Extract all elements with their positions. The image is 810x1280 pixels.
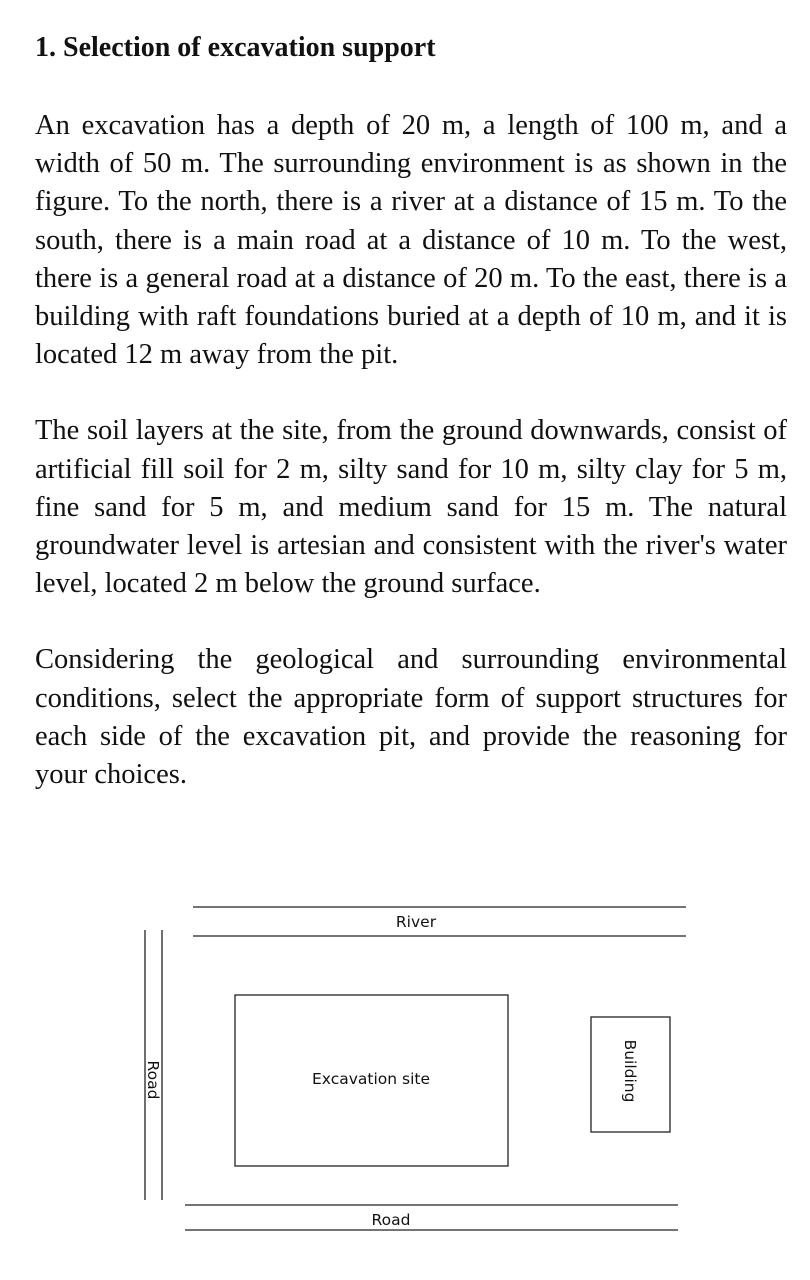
paragraph-task: Considering the geological and surrounding environmental conditions, select the appropriate form of support structures for each side of the excavation pit, and provide the reasoning for your choices. — [35, 644, 787, 791]
question-block — [35, 28, 787, 794]
paragraph-soil-layers: The soil layers at the site, from the ground downwards, consist of artificial fill soil for 2 m, silty sand for 10 m, silty clay for 5 m, fine sand for 5 m, and medium sand for 15 m. The natural groundwater level is artesian and consistent with the river's water level, located 2 m below the ground surface. — [35, 415, 787, 600]
question-title: 1. Selection of excavation support — [35, 32, 436, 63]
excavation-label: Excavation site — [312, 1070, 430, 1088]
building — [591, 1017, 670, 1132]
excavation-site — [235, 995, 508, 1166]
paragraph-site-description: An excavation has a depth of 20 m, a length of 100 m, and a width of 50 m. The surrounding environment is as shown in the figure. To the north, there is a river at a distance of 15 m. To the south, there is a main road at a distance of 10 m. To the west, there is a general road at a distance of 20 m. To the east, there is a building with raft foundations buried at a depth of 10 m, and it is located 12 m away from the pit. — [35, 110, 787, 371]
south-road-label: Road — [371, 1211, 411, 1229]
building-label: Building — [621, 1039, 639, 1103]
river — [193, 907, 686, 936]
south-road — [185, 1205, 678, 1230]
river-label: River — [395, 913, 437, 931]
west-road — [144, 930, 162, 1200]
site-plan-figure — [0, 890, 810, 1250]
west-road-label: Road — [144, 1060, 162, 1100]
